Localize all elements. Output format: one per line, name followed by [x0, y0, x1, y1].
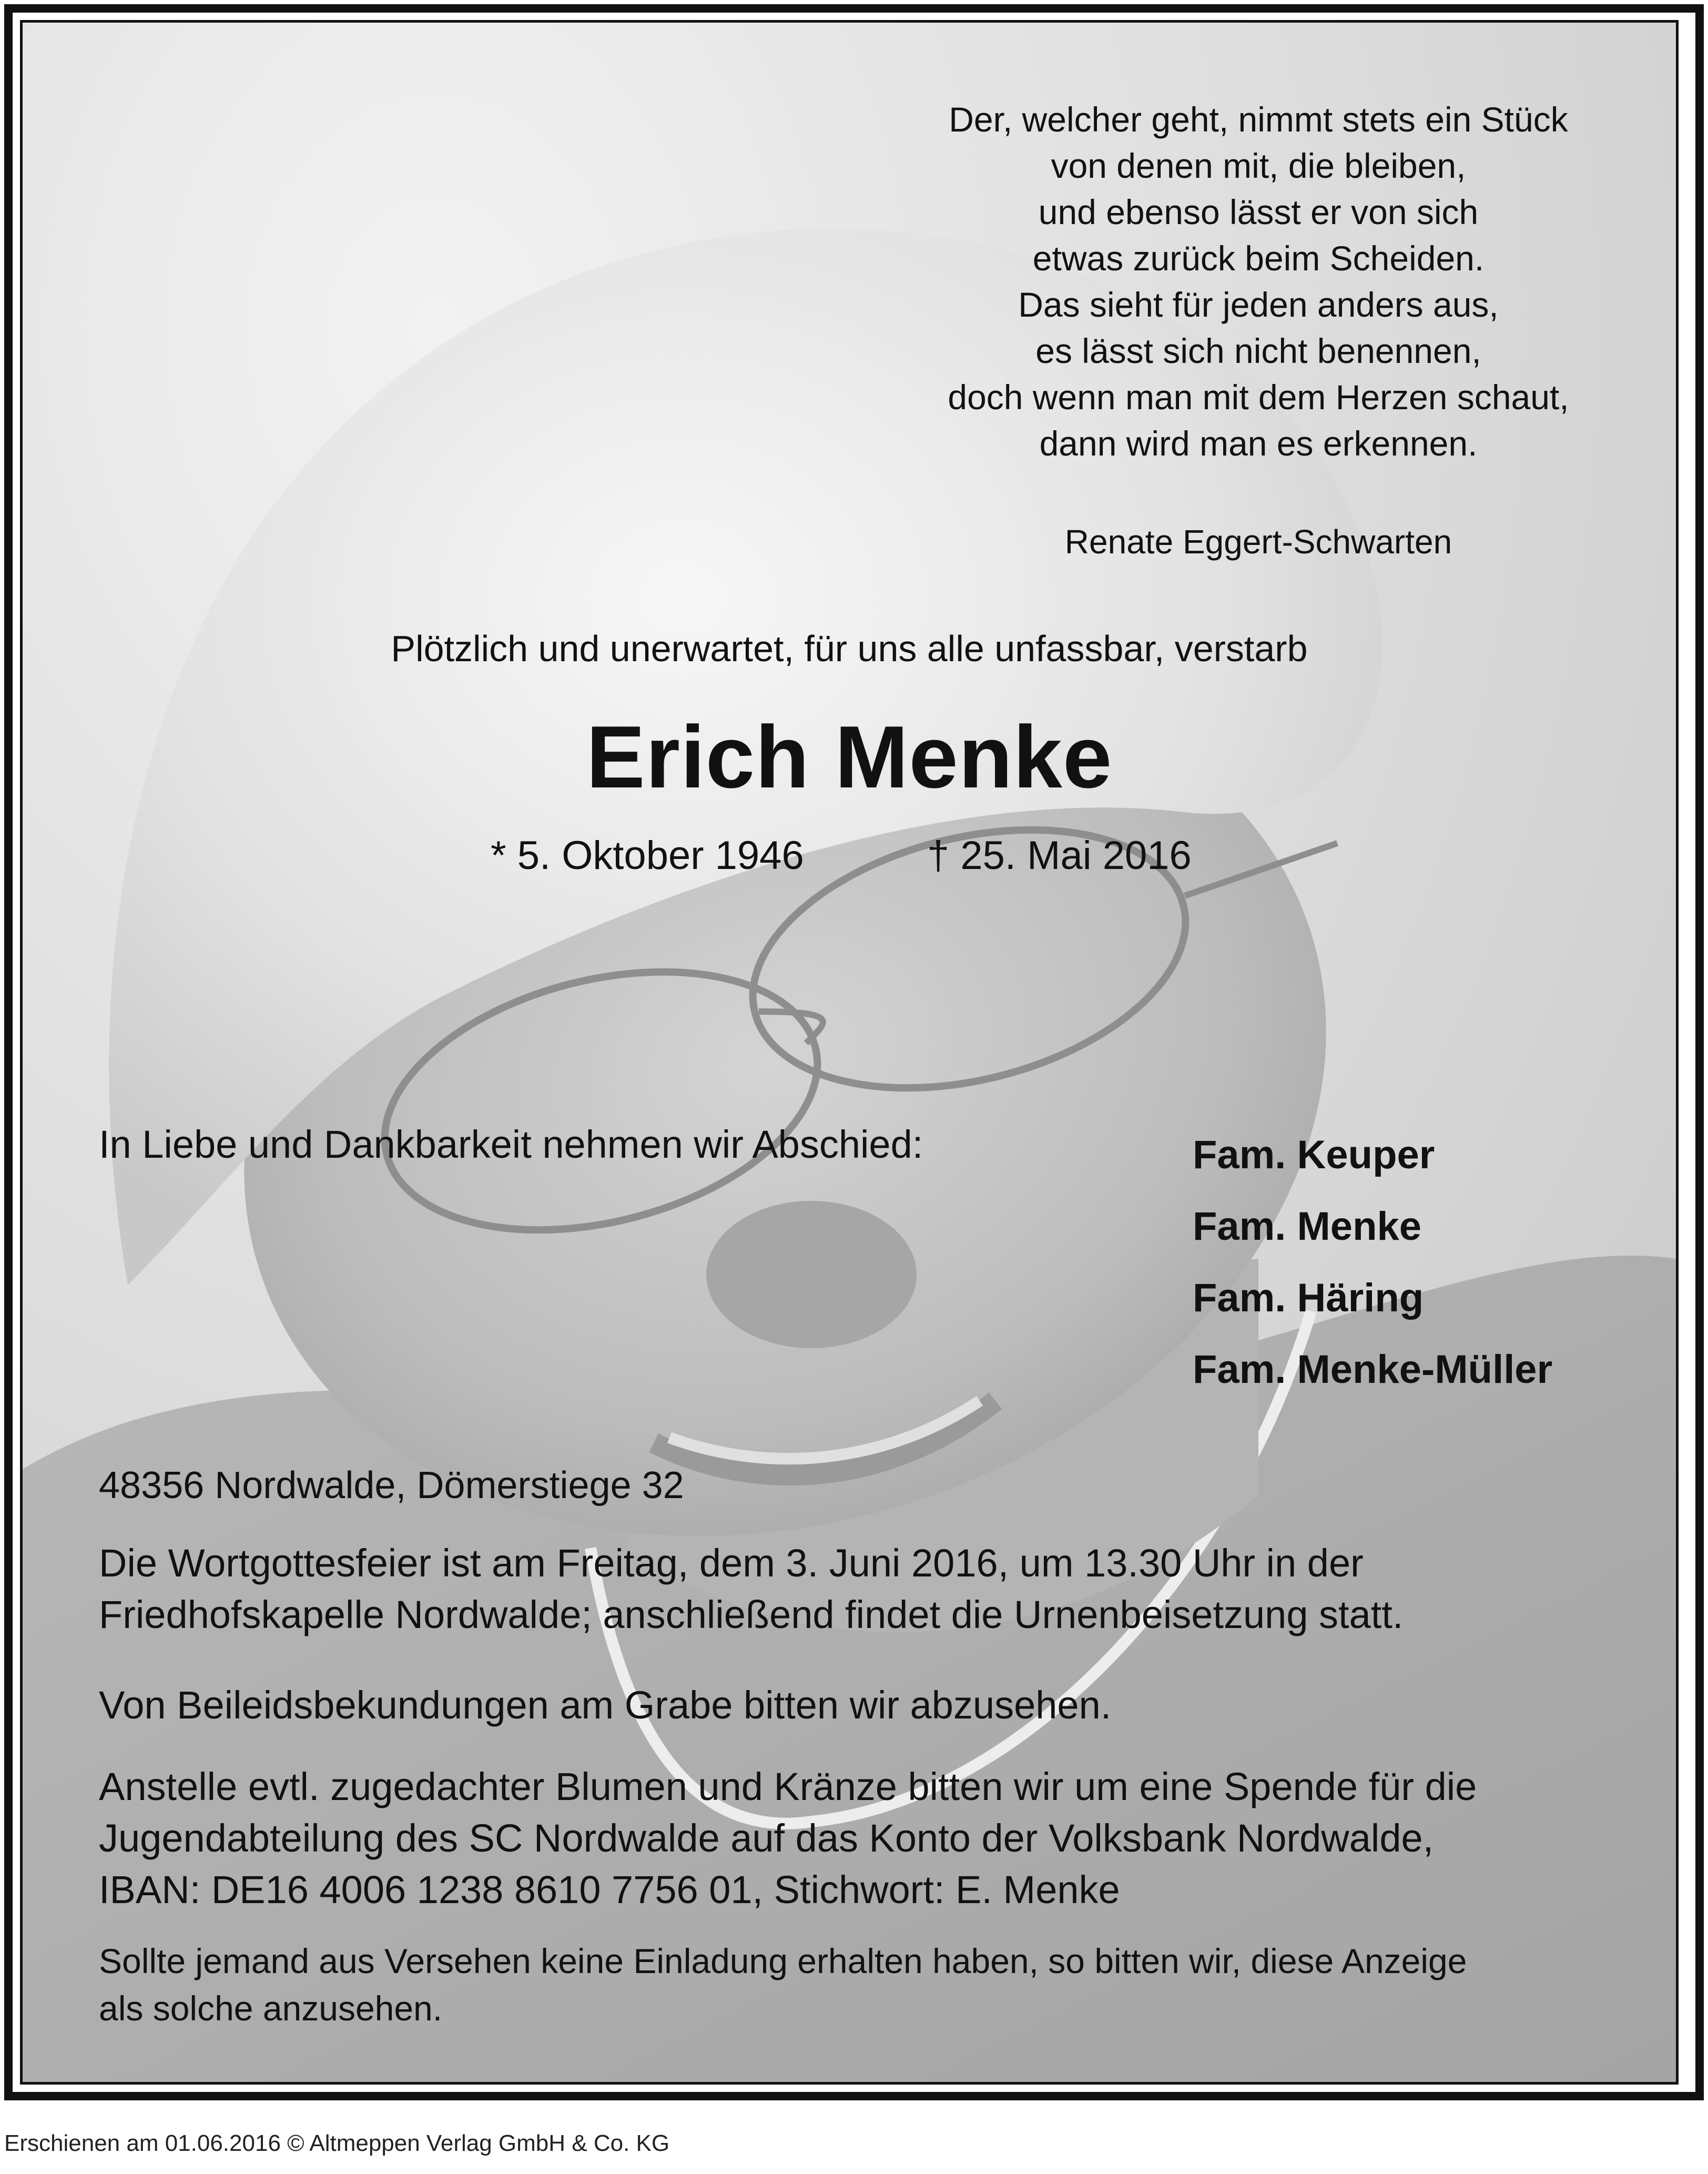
address: 48356 Nordwalde, Dömerstiege 32 [99, 1464, 684, 1506]
donation-line: IBAN: DE16 4006 1238 8610 7756 01, Stichwort: E. Menke [99, 1868, 1120, 1912]
condolences-line: Von Beileidsbekundungen am Grabe bitten wir abzusehen. [99, 1683, 1112, 1727]
poem-line: von denen mit, die bleiben, [1051, 146, 1466, 185]
notice-panel [20, 20, 1679, 2085]
poem-line: etwas zurück beim Scheiden. [1032, 239, 1485, 278]
family-name: Fam. Menke-Müller [1193, 1347, 1553, 1392]
service-paragraph [99, 1538, 1629, 1641]
poem-line: dann wird man es erkennen. [1039, 424, 1478, 463]
farewell-text: In Liebe und Dankbarkeit nehmen wir Abschied: [99, 1123, 923, 1166]
invitation-line: als solche anzusehen. [99, 1989, 443, 2028]
poem-line: und ebenso lässt er von sich [1038, 193, 1479, 231]
poem-line: Der, welcher geht, nimmt stets ein Stück [949, 100, 1568, 139]
poem-line: Das sieht für jeden anders aus, [1018, 285, 1499, 324]
condolences-paragraph [99, 1680, 1629, 1731]
poem [864, 96, 1653, 467]
invitation-paragraph [99, 1937, 1629, 2032]
death-date: † 25. Mai 2016 [927, 833, 1192, 878]
donation-paragraph [99, 1761, 1629, 1916]
service-line: Friedhofskapelle Nordwalde; anschließend findet die Urnenbeisetzung statt. [99, 1593, 1404, 1636]
poem-line: doch wenn man mit dem Herzen schaut, [948, 378, 1569, 417]
deceased-name: Erich Menke [586, 707, 1113, 806]
donation-line: Anstelle evtl. zugedachter Blumen und Kränze bitten wir um eine Spende für die [99, 1765, 1477, 1808]
invitation-line: Sollte jemand aus Versehen keine Einladung erhalten haben, so bitten wir, diese Anzeige [99, 1942, 1467, 1980]
service-line: Die Wortgottesfeier ist am Freitag, dem 3. Juni 2016, um 13.30 Uhr in der [99, 1541, 1364, 1585]
poem-line: es lässt sich nicht benennen, [1035, 331, 1481, 370]
birth-date: * 5. Oktober 1946 [491, 833, 804, 878]
family-name: Fam. Häring [1193, 1276, 1424, 1320]
family-name: Fam. Keuper [1193, 1132, 1435, 1177]
donation-line: Jugendabteilung des SC Nordwalde auf das Konto der Volksbank Nordwalde, [99, 1816, 1434, 1860]
poem-author: Renate Eggert-Schwarten [1064, 523, 1452, 561]
announcement-intro: Plötzlich und unerwartet, für uns alle unfassbar, verstarb [391, 628, 1308, 669]
family-name: Fam. Menke [1193, 1204, 1422, 1249]
family-list [1193, 1119, 1552, 1405]
publication-credit: Erschienen am 01.06.2016 © Altmeppen Verlag GmbH & Co. KG [4, 2130, 670, 2156]
